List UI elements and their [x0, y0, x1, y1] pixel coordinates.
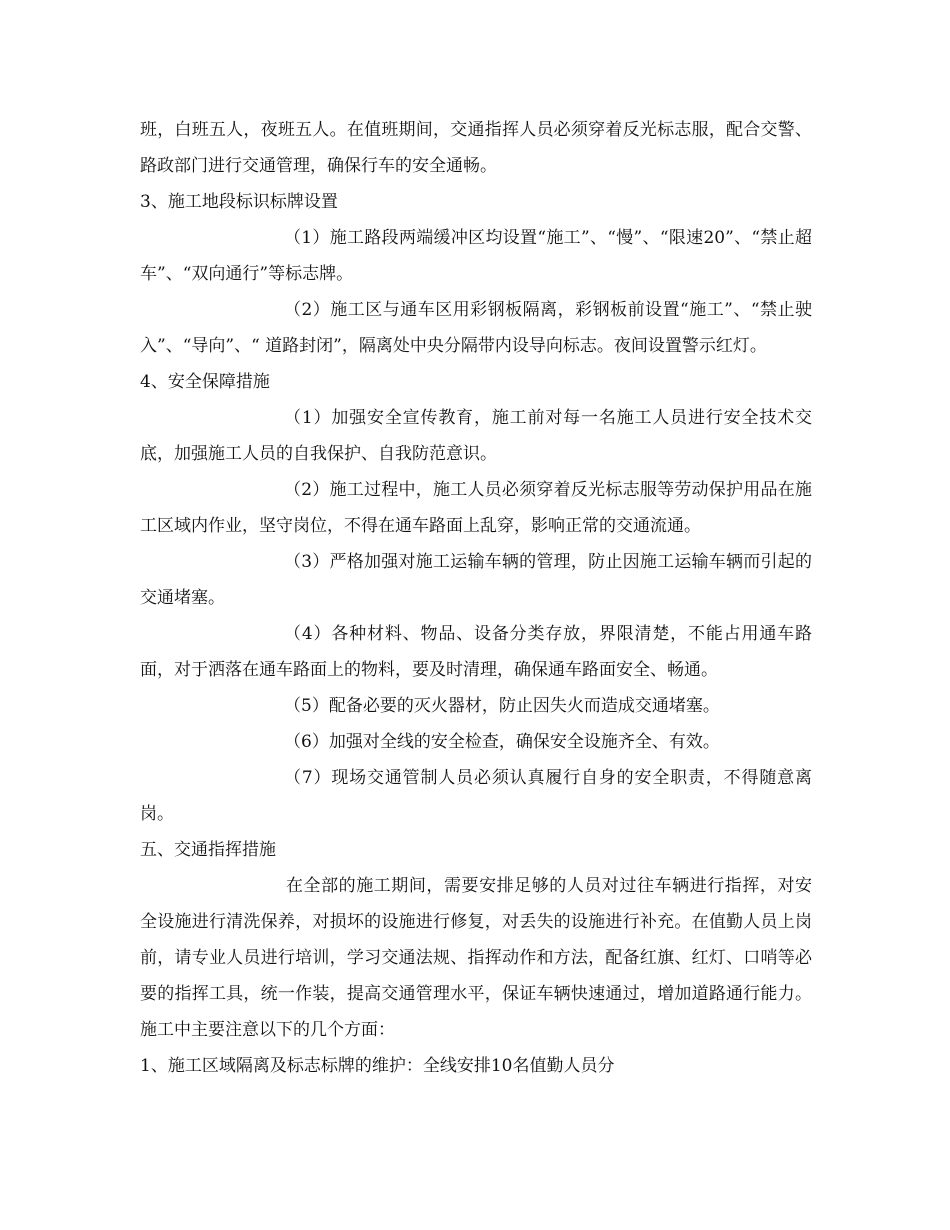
- document-body: [140, 112, 812, 1084]
- paragraph-traffic-command: 在全部的施工期间，需要安排足够的人员对过往车辆进行指挥，对安全设施进行清洗保养，对损坏的设施进行修复，对丢失的设施进行补充。在值勤人员上岗前，请专业人员进行培训，学习交通法规、指挥动作和方法，配备红旗、红灯、口哨等必要的指挥工具，统一作装，提高交通管理水平，保证车辆快速通过，增加道路通行能力。施工中主要注意以下的几个方面：: [140, 876, 812, 1040]
- paragraph-safety-1: （1）加强安全宣传教育，施工前对每一名施工人员进行安全技术交底，加强施工人员的自我保护、自我防范意识。: [140, 408, 812, 464]
- section-heading-safety: 4、安全保障措施: [140, 372, 270, 392]
- section-heading-traffic-command: 五、交通指挥措施: [140, 840, 276, 860]
- section-heading-signage: 3、施工地段标识标牌设置: [140, 192, 338, 212]
- paragraph-safety-2: （2）施工过程中，施工人员必须穿着反光标志服等劳动保护用品在施工区域内作业，坚守岗位，不得在通车路面上乱穿，影响正常的交通流通。: [140, 480, 812, 536]
- paragraph-signage-2: （2）施工区与通车区用彩钢板隔离，彩钢板前设置“施工”、“禁止驶入”、“导向”、“ 道路封闭”，隔离处中央分隔带内设导向标志。夜间设置警示红灯。: [140, 300, 812, 356]
- paragraph-isolation-maintenance: 1、施工区域隔离及标志标牌的维护：全线安排10名值勤人员分: [140, 1056, 615, 1076]
- paragraph-safety-6: （6）加强对全线的安全检查，确保安全设施齐全、有效。: [284, 732, 720, 752]
- paragraph-signage-1: （1）施工路段两端缓冲区均设置“施工”、“慢”、“限速20”、“禁止超车”、“双向通行”等标志牌。: [140, 228, 812, 284]
- paragraph-continuation: 班，白班五人，夜班五人。在值班期间，交通指挥人员必须穿着反光标志服，配合交警、路政部门进行交通管理，确保行车的安全通畅。: [140, 120, 812, 176]
- paragraph-safety-7: （7）现场交通管制人员必须认真履行自身的安全职责，不得随意离岗。: [140, 768, 812, 824]
- paragraph-safety-5: （5）配备必要的灭火器材，防止因失火而造成交通堵塞。: [284, 696, 720, 716]
- paragraph-safety-4: （4）各种材料、物品、设备分类存放，界限清楚，不能占用通车路面，对于洒落在通车路面上的物料，要及时清理，确保通车路面安全、畅通。: [140, 624, 812, 680]
- paragraph-safety-3: （3）严格加强对施工运输车辆的管理，防止因施工运输车辆而引起的交通堵塞。: [140, 552, 812, 608]
